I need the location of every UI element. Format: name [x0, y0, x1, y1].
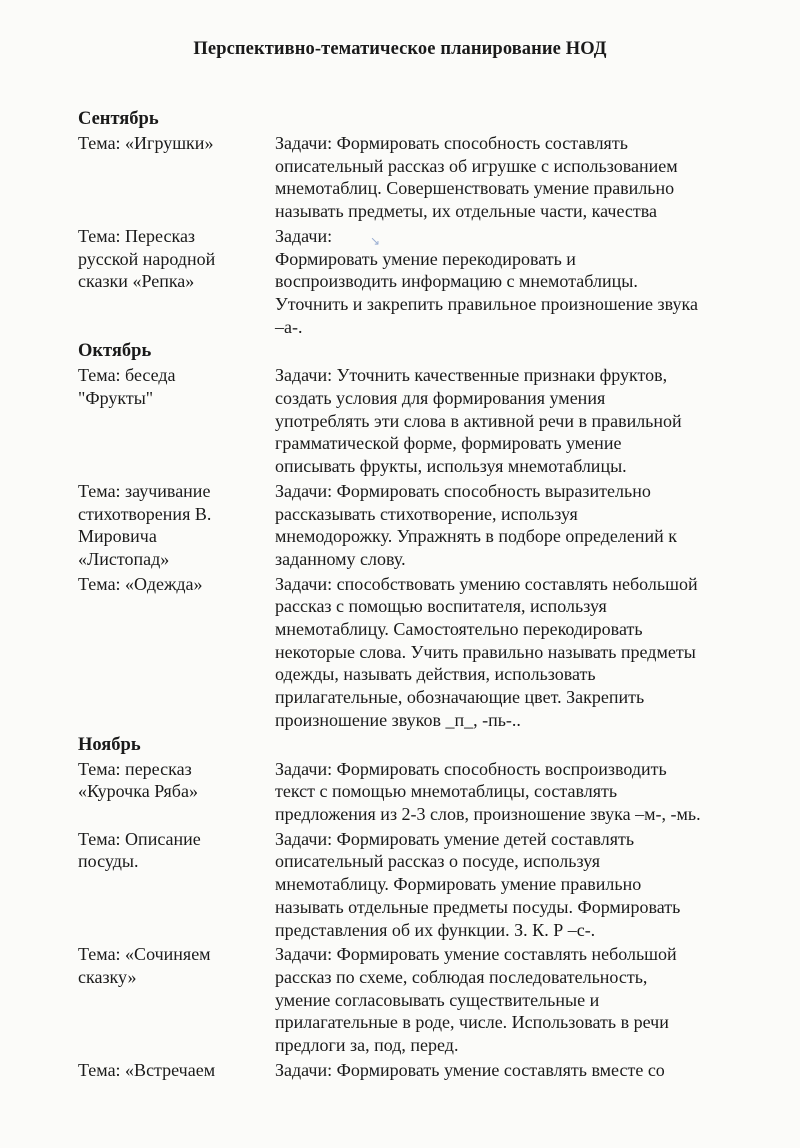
- topic-cell: [78, 573, 275, 732]
- topic-line: Тема: «Игрушки»: [78, 133, 214, 153]
- task-cell: [275, 573, 778, 732]
- topic-line: Тема: Пересказ: [78, 225, 196, 246]
- pen-mark-icon: ↘: [370, 234, 381, 248]
- topic-row: [78, 943, 778, 1057]
- topic-line: «Листопад»: [78, 548, 170, 569]
- month-heading: Сентябрь: [78, 109, 159, 129]
- task-line: описательный рассказ о посуде, используя: [275, 851, 601, 872]
- task-line: Задачи: Формировать умение составлять небольшой: [275, 944, 677, 965]
- topic-line: сказки «Репка»: [78, 271, 195, 292]
- task-line: называть предметы, их отдельные части, качества: [275, 201, 658, 222]
- topic-cell: [78, 364, 275, 478]
- task-line: создать условия для формирования умения: [275, 388, 606, 409]
- page-title: Перспективно-тематическое планирование НОД: [193, 39, 607, 59]
- task-cell: [275, 480, 778, 571]
- task-line: описывать фрукты, используя мнемотаблицы.: [275, 456, 627, 477]
- topic-cell: [78, 828, 275, 942]
- task-line: произношение звуков _п_, -пь-..: [275, 709, 521, 730]
- topic-row: [78, 828, 778, 942]
- task-line: Задачи: Формировать умение составлять вместе со: [275, 1059, 665, 1080]
- topic-line: Тема: беседа: [78, 365, 176, 386]
- task-cell: [275, 828, 778, 942]
- topic-line: стихотворения В.: [78, 503, 212, 524]
- topic-row: [78, 225, 778, 339]
- task-line: Задачи: Формировать способность составлять: [275, 133, 628, 153]
- topic-line: Тема: «Одежда»: [78, 573, 203, 594]
- topic-line: Тема: заучивание: [78, 480, 211, 501]
- topic-cell: [78, 943, 275, 1057]
- task-line: мнемотаблицу. Формировать умение правильно: [275, 874, 642, 895]
- topic-row: [78, 573, 778, 732]
- planning-content: [78, 108, 778, 1083]
- topic-row: [78, 480, 778, 571]
- task-line: Задачи: Формировать способность воспроизводить: [275, 758, 667, 779]
- topic-line: «Курочка Ряба»: [78, 781, 198, 802]
- task-line: Задачи: Уточнить качественные признаки фруктов,: [275, 365, 668, 386]
- task-cell: [275, 225, 778, 339]
- task-line: описательный рассказ об игрушке с использованием: [275, 155, 678, 176]
- task-line: грамматической форме, формировать умение: [275, 433, 622, 454]
- task-line: рассказ по схеме, соблюдая последовательность,: [275, 966, 648, 987]
- topic-cell: [78, 132, 275, 223]
- task-line: предлоги за, под, перед.: [275, 1035, 459, 1056]
- task-line: –а-.: [275, 316, 303, 337]
- task-line: мнемотаблиц. Совершенствовать умение правильно: [275, 178, 675, 199]
- task-line: Формировать умение перекодировать и: [275, 248, 576, 269]
- task-line: Задачи:: [275, 225, 333, 246]
- month-heading: Октябрь: [78, 341, 152, 362]
- task-line: прилагательные в роде, числе. Использовать в речи: [275, 1012, 669, 1033]
- topic-line: Мировича: [78, 526, 157, 547]
- task-line: Задачи: Формировать способность выразительно: [275, 480, 651, 501]
- task-line: умение согласовывать существительные и: [275, 989, 600, 1010]
- topic-cell: [78, 758, 275, 826]
- topic-line: русской народной: [78, 248, 216, 269]
- topic-cell: [78, 480, 275, 571]
- task-line: некоторые слова. Учить правильно называть предметы: [275, 641, 696, 662]
- topic-line: посуды.: [78, 851, 139, 872]
- topic-row: [78, 132, 778, 223]
- task-line: воспроизводить информацию с мнемотаблицы.: [275, 271, 638, 292]
- task-cell: [275, 943, 778, 1057]
- topic-row: [78, 1059, 778, 1082]
- task-cell: [275, 1059, 778, 1082]
- task-line: рассказ с помощью воспитателя, используя: [275, 596, 607, 617]
- topic-row: [78, 364, 778, 478]
- topic-line: Тема: «Встречаем: [78, 1059, 216, 1080]
- task-line: заданному слову.: [275, 548, 406, 569]
- topic-line: Тема: Описание: [78, 828, 201, 849]
- task-line: одежды, называть действия, использовать: [275, 664, 596, 685]
- topic-cell: [78, 225, 275, 339]
- task-line: текст с помощью мнемотаблицы, составлять: [275, 781, 618, 802]
- topic-row: [78, 758, 778, 826]
- task-cell: [275, 364, 778, 478]
- task-line: рассказывать стихотворение, используя: [275, 503, 578, 524]
- task-cell: [275, 758, 778, 826]
- task-line: мнемодорожку. Упражнять в подборе определений к: [275, 526, 677, 547]
- task-line: предложения из 2-3 слов, произношение звука –м-, -мь.: [275, 803, 701, 824]
- topic-line: "Фрукты": [78, 388, 154, 409]
- task-line: представления об их функции. З. К. Р –с-.: [275, 919, 596, 940]
- task-line: Задачи: способствовать умению составлять небольшой: [275, 573, 698, 594]
- topic-line: Тема: пересказ: [78, 758, 192, 779]
- topic-cell: [78, 1059, 275, 1082]
- task-line: мнемотаблицу. Самостоятельно перекодировать: [275, 619, 643, 640]
- task-line: Уточнить и закрепить правильное произношение звука: [275, 293, 698, 314]
- topic-line: сказку»: [78, 966, 137, 987]
- task-line: называть отдельные предметы посуды. Формировать: [275, 896, 681, 917]
- topic-line: Тема: «Сочиняем: [78, 944, 211, 965]
- task-line: прилагательные, обозначающие цвет. Закрепить: [275, 687, 645, 708]
- task-cell: [275, 132, 778, 223]
- task-line: употреблять эти слова в активной речи в правильной: [275, 410, 682, 431]
- month-heading: Ноябрь: [78, 734, 141, 755]
- task-line: Задачи: Формировать умение детей составлять: [275, 828, 635, 849]
